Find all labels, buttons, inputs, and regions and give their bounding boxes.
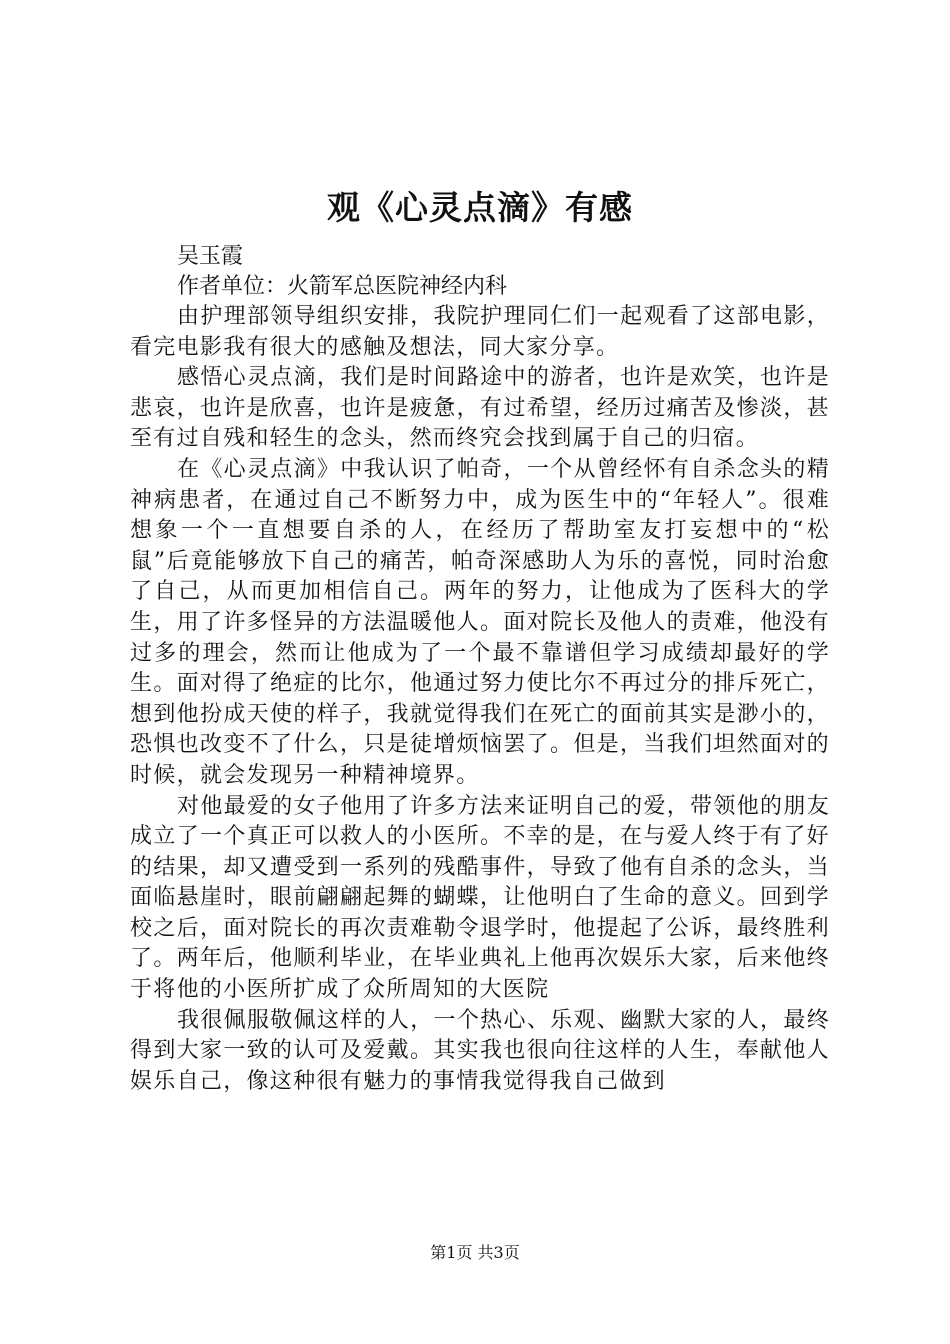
document-page <box>130 180 830 1097</box>
body-paragraph: 由护理部领导组织安排，我院护理同仁们一起观看了这部电影，看完电影我有很大的感触及想法，同大家分享。 <box>130 304 830 360</box>
body-paragraph: 在《心灵点滴》中我认识了帕奇，一个从曾经怀有自杀念头的精神病患者，在通过自己不断努力中，成为医生中的“年轻人”。很难想象一个一直想要自杀的人，在经历了帮助室友打妄想中的“松鼠”后竟能够放下自己的痛苦，帕奇深感助人为乐的喜悦，同时治愈了自己，从而更加相信自己。两年的努力，让他成为了医科大的学生，用了许多怪异的方法温暖他人。面对院长及他人的责难，他没有过多的理会，然而让他成为了一个最不靠谱但学习成绩却最好的学生。面对得了绝症的比尔，他通过努力使比尔不再过分的排斥死亡，想到他扮成天使的样子，我就觉得我们在死亡的面前其实是渺小的，恐惧也改变不了什么，只是徒增烦恼罢了。但是，当我们坦然面对的时候，就会发现另一种精神境界。 <box>130 456 830 788</box>
author-name: 吴玉霞 <box>177 244 244 269</box>
body-paragraph: 感悟心灵点滴，我们是时间路途中的游者，也许是欢笑，也许是悲哀，也许是欣喜，也许是疲惫，有过希望，经历过痛苦及惨淡，甚至有过自残和轻生的念头，然而终究会找到属于自己的归宿。 <box>130 365 830 452</box>
body-paragraph: 我很佩服敬佩这样的人，一个热心、乐观、幽默大家的人，最终得到大家一致的认可及爱戴。其实我也很向往这样的人生，奉献他人娱乐自己，像这种很有魅力的事情我觉得我自己做到 <box>130 1007 830 1094</box>
document-title: 观《心灵点滴》有感 <box>327 188 633 227</box>
body-paragraph: 对他最爱的女子他用了许多方法来证明自己的爱，带领他的朋友成立了一个真正可以救人的小医所。不幸的是，在与爱人终于有了好的结果，却又遭受到一系列的残酷事件，导致了他有自杀的念头，当面临悬崖时，眼前翩翩起舞的蝴蝶，让他明白了生命的意义。回到学校之后，面对院长的再次责难勒令退学时，他提起了公诉，最终胜利了。两年后，他顺利毕业，在毕业典礼上他再次娱乐大家，后来他终于将他的小医所扩成了众所周知的大医院 <box>130 793 830 1003</box>
page-footer: 第1页 共3页 <box>430 1243 520 1262</box>
author-affiliation: 作者单位：火箭军总医院神经内科 <box>177 274 508 299</box>
